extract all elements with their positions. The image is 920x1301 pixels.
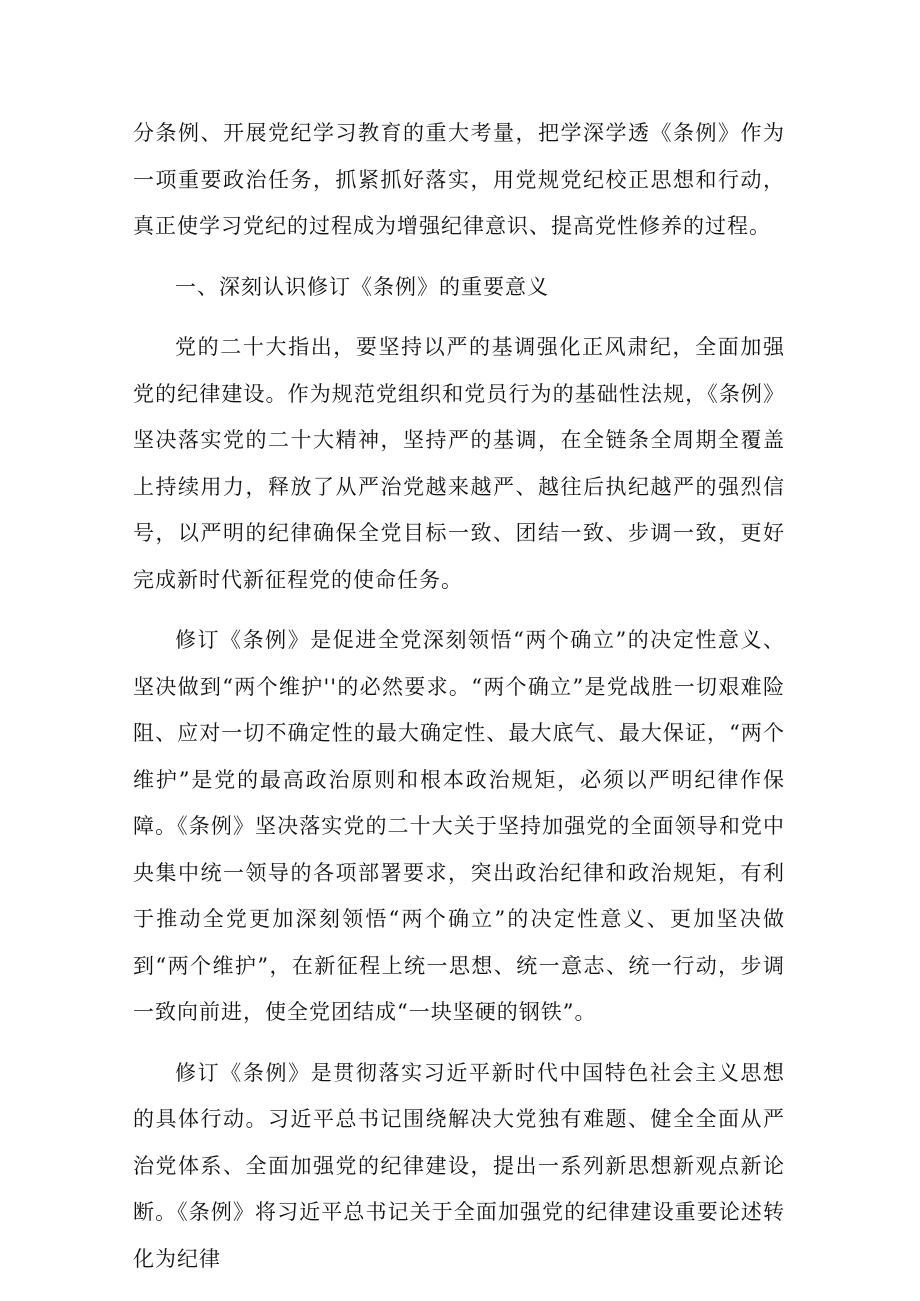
paragraph-continuation: 分条例、开展党纪学习教育的重大考量，把学深学透《条例》作为一项重要政治任务，抓紧抓好落实，用党规党纪校正思想和行动，真正使学习党纪的过程成为增强纪律意识、提高党性修养的过程。 <box>133 121 785 238</box>
paragraph-gap <box>133 603 785 617</box>
paragraph-xi-thought: 修订《条例》是贯彻落实习近平新时代中国特色社会主义思想的具体行动。习近平总书记围绕解决大党独有难题、健全全面从严治党体系、全面加强党的纪律建设，提出一系列新思想新观点新论断。《条例》将习近平总书记关于全面加强党的纪律建设重要论述转化为纪律 <box>133 1060 785 1271</box>
paragraph-gap <box>133 310 785 324</box>
section-heading: 一、深刻认识修订《条例》的重要意义 <box>175 274 549 299</box>
paragraph-gap <box>133 1036 785 1050</box>
paragraph-two-establishments: 修订《条例》是促进全党深刻领悟“两个确立”的决定性意义、坚决做到“两个维护''的必然要求。“两个确立”是党战胜一切艰难险阻、应对一切不确定性的最大确定性、最大底气、最大保证，“两个维护”是党的最高政治原则和根本政治规矩，必须以严明纪律作保障。《条例》坚决落实党的二十大关于坚持加强党的全面领导和党中央集中统一领导的各项部署要求，突出政治纪律和政治规矩，有利于推动全党更加深刻领悟“两个确立”的决定性意义、更加坚决做到“两个维护”，在新征程上统一思想、统一意志、统一行动，步调一致向前进，使全党团结成“一块坚硬的钢铁”。 <box>133 628 785 1024</box>
paragraph-party-congress: 党的二十大指出，要坚持以严的基调强化正风肃纪，全面加强党的纪律建设。作为规范党组织和党员行为的基础性法规，《条例》坚决落实党的二十大精神，坚持严的基调，在全链条全周期全覆盖上持续用力，释放了从严治党越来越严、越往后执纪越严的强烈信号，以严明的纪律确保全党目标一致、团结一致、步调一致，更好完成新时代新征程党的使命任务。 <box>133 335 785 592</box>
document-body <box>133 110 785 1282</box>
paragraph-gap <box>133 250 785 264</box>
